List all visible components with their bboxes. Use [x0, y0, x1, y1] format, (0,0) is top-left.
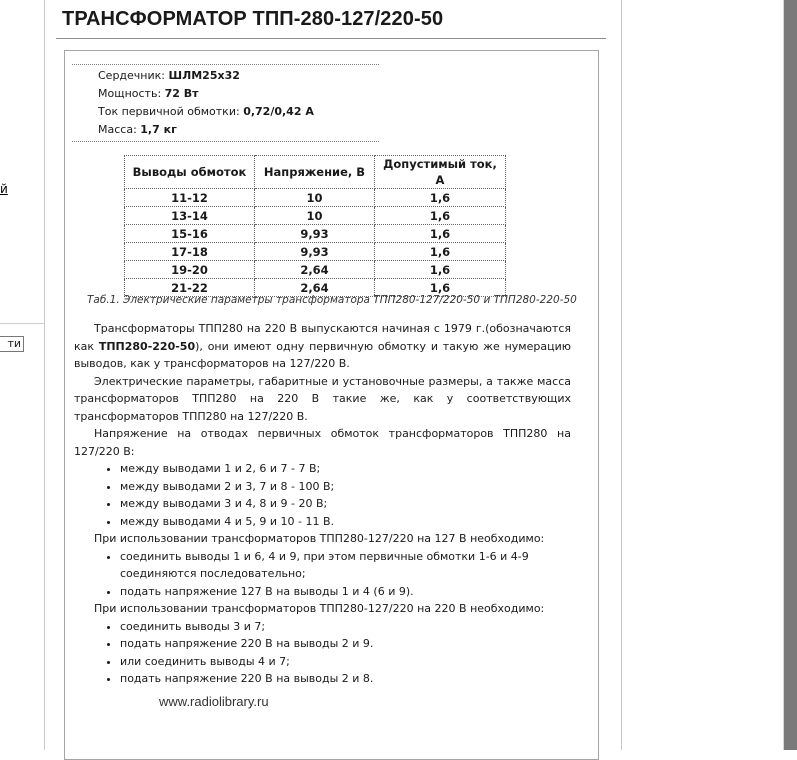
list-item: • между выводами 3 и 4, 8 и 9 - 20 В; — [120, 495, 571, 513]
cell-voltage: 2,64 — [255, 279, 375, 297]
list-item: • подать напряжение 220 В на выводы 2 и 8. — [120, 670, 571, 688]
table-caption: Таб.1. Электрические параметры трансформатора ТПП280-127/220-50 и ТПП280-220-50 — [87, 294, 577, 306]
article-body — [74, 320, 571, 688]
scrollbar-track[interactable] — [784, 0, 797, 750]
page-title: ТРАНСФОРМАТОР ТПП-280-127/220-50 — [62, 8, 444, 30]
spec-core: Сердечник: ШЛМ25x32 — [98, 69, 240, 82]
content-column-border — [621, 0, 622, 750]
specs-block — [72, 64, 379, 142]
cell-current: 1,6 — [375, 189, 506, 207]
list-item: • соединить выводы 3 и 7; — [120, 618, 571, 636]
cell-voltage: 9,93 — [255, 225, 375, 243]
list-item: • подать напряжение 127 В на выводы 1 и 4 (6 и 9). — [120, 583, 571, 601]
paragraph-220v: При использовании трансформаторов ТПП280-127/220 на 220 В необходимо: — [94, 602, 545, 615]
paragraph-parameters: Электрические параметры, габаритные и установочные размеры, а также масса трансформаторов ТПП280 на 220 В такие же, как у соответствующих трансформаторов ТПП280 на 127/220 В. — [74, 374, 571, 423]
left-column-border — [44, 0, 45, 750]
table-row — [125, 207, 506, 225]
table-row — [125, 189, 506, 207]
list-item: • или соединить выводы 4 и 7; — [120, 653, 571, 671]
col-header-terminals: Выводы обмоток — [125, 156, 255, 189]
cell-voltage: 9,93 — [255, 243, 375, 261]
cell-terminals: 15-16 — [125, 225, 255, 243]
windings-table — [124, 155, 506, 297]
list-220v — [74, 618, 571, 688]
cell-terminals: 21-22 — [125, 279, 255, 297]
spec-mass: Масса: 1,7 кг — [98, 123, 177, 136]
cell-current: 1,6 — [375, 243, 506, 261]
list-127v — [74, 548, 571, 601]
sidebar-link-fragment[interactable]: й — [0, 182, 8, 196]
cell-current: 1,6 — [375, 261, 506, 279]
table-row — [125, 225, 506, 243]
table-row — [125, 261, 506, 279]
spec-primary-current: Ток первичной обмотки: 0,72/0,42 А — [98, 105, 314, 118]
cell-terminals: 13-14 — [125, 207, 255, 225]
table-header-row — [125, 156, 506, 189]
sidebar-button-fragment[interactable]: ти — [0, 336, 24, 352]
paragraph-127v: При использовании трансформаторов ТПП280-127/220 на 127 В необходимо: — [94, 532, 545, 545]
site-watermark: www.radiolibrary.ru — [159, 694, 269, 709]
cell-current: 1,6 — [375, 225, 506, 243]
list-item: • соединить выводы 1 и 6, 4 и 9, при этом первичные обмотки 1-6 и 4-9 соединяются последовательно; — [120, 548, 571, 583]
list-item: • между выводами 4 и 5, 9 и 10 - 11 В. — [120, 513, 571, 531]
paragraph-intro: Трансформаторы ТПП280 на 220 В выпускаются начиная с 1979 г.(обозначаются как ТПП280-220-50), они имеют одну первичную обмотку и такую же нумерацию выводов, как у трансформаторов на 127/220 В. — [74, 322, 571, 370]
col-header-voltage: Напряжение, В — [255, 156, 375, 189]
list-item: • подать напряжение 220 В на выводы 2 и 9. — [120, 635, 571, 653]
spec-power: Мощность: 72 Вт — [98, 87, 199, 100]
cell-voltage: 2,64 — [255, 261, 375, 279]
cell-voltage: 10 — [255, 189, 375, 207]
cell-terminals: 17-18 — [125, 243, 255, 261]
cell-current: 1,6 — [375, 207, 506, 225]
list-item: • между выводами 2 и 3, 7 и 8 - 100 В; — [120, 478, 571, 496]
table-row — [125, 243, 506, 261]
cell-current: 1,6 — [375, 279, 506, 297]
cell-terminals: 11-12 — [125, 189, 255, 207]
cell-terminals: 19-20 — [125, 261, 255, 279]
list-taps — [74, 460, 571, 530]
title-divider — [56, 38, 606, 39]
paragraph-taps: Напряжение на отводах первичных обмоток трансформаторов ТПП280 на 127/220 В: — [74, 427, 571, 458]
cell-voltage: 10 — [255, 207, 375, 225]
list-item: • между выводами 1 и 2, 6 и 7 - 7 В; — [120, 460, 571, 478]
sidebar-divider — [0, 323, 44, 324]
col-header-current: Допустимый ток, А — [375, 156, 506, 189]
